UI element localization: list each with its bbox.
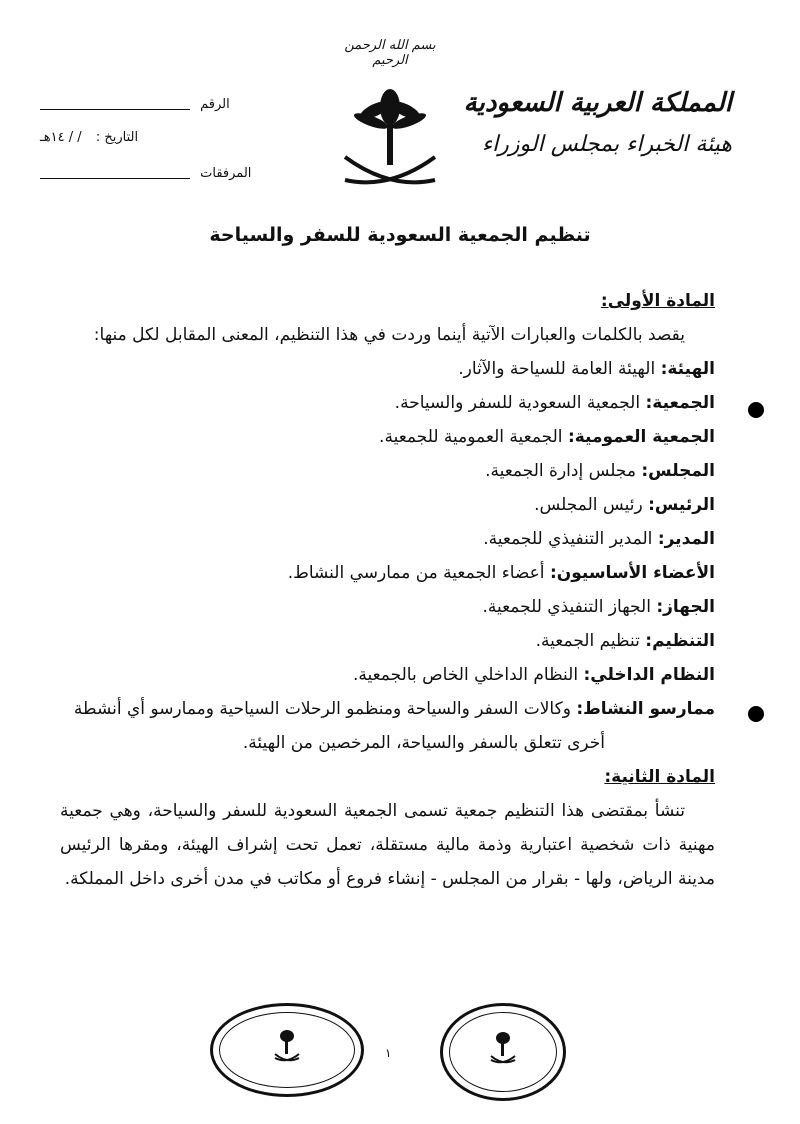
definition-text: المدير التنفيذي للجمعية. xyxy=(483,529,653,549)
definition-item xyxy=(60,522,715,556)
article2-heading: المادة الثانية: xyxy=(604,767,715,787)
definition-term: الجمعية: xyxy=(645,393,715,413)
definition-continuation: أخرى تتعلق بالسفر والسياحة، المرخصين من الهيئة. xyxy=(242,733,605,753)
definition-text: الجهاز التنفيذي للجمعية. xyxy=(482,597,651,617)
definition-term: الجمعية العمومية: xyxy=(567,427,715,447)
reference-line xyxy=(40,99,190,110)
page-number: ١ xyxy=(385,1046,392,1060)
definition-term: النظام الداخلي: xyxy=(583,665,715,685)
seal-emblem-icon xyxy=(273,1028,301,1064)
document-body xyxy=(60,284,715,896)
article1-intro: يقصد بالكلمات والعبارات الآتية أينما وردت في هذا التنظيم، المعنى المقابل لكل منها: xyxy=(93,325,685,345)
definition-term: الرئيس: xyxy=(648,495,715,515)
date-value: / / ١٤هـ xyxy=(40,130,82,145)
definition-item xyxy=(60,488,715,522)
definition-text: الجمعية السعودية للسفر والسياحة. xyxy=(394,393,641,413)
definition-text: الهيئة العامة للسياحة والآثار. xyxy=(458,359,656,379)
reference-label: الرقم xyxy=(200,97,230,112)
date-label: التاريخ : xyxy=(95,130,139,145)
definition-item xyxy=(60,624,715,658)
definition-item xyxy=(60,352,715,386)
stamp-seal xyxy=(440,1003,566,1101)
definition-term: المدير: xyxy=(657,529,715,549)
attachments-field xyxy=(40,166,251,181)
definition-term: الأعضاء الأساسيون: xyxy=(549,563,715,583)
definition-term: الهيئة: xyxy=(660,359,715,379)
definition-item xyxy=(60,386,715,420)
attachments-line xyxy=(40,168,190,179)
definition-item xyxy=(60,420,715,454)
definition-text: رئيس المجلس. xyxy=(534,495,643,515)
definition-item xyxy=(60,590,715,624)
date-field xyxy=(40,130,138,145)
definition-text: النظام الداخلي الخاص بالجمعية. xyxy=(352,665,579,685)
definition-text: الجمعية العمومية للجمعية. xyxy=(379,427,563,447)
stamp-seal xyxy=(210,1003,364,1097)
seal-emblem-icon xyxy=(489,1030,517,1066)
document-title: تنظيم الجمعية السعودية للسفر والسياحة xyxy=(209,224,591,246)
definition-term: المجلس: xyxy=(641,461,715,481)
definition-term: ممارسو النشاط: xyxy=(576,699,715,719)
reference-field xyxy=(40,97,230,112)
definition-item xyxy=(60,454,715,488)
definition-text: أعضاء الجمعية من ممارسي النشاط. xyxy=(287,563,545,583)
definition-text: مجلس إدارة الجمعية. xyxy=(485,461,636,481)
definition-item xyxy=(60,556,715,590)
definition-item xyxy=(60,658,715,692)
basmala: بسم الله الرحمن الرحيم xyxy=(344,38,436,68)
margin-bullet xyxy=(748,402,764,418)
authority-name: هيئة الخبراء بمجلس الوزراء xyxy=(481,132,732,157)
article2-text: تنشأ بمقتضى هذا التنظيم جمعية تسمى الجمعية السعودية للسفر والسياحة، وهي جمعية مهنية ذات شخصية اعتبارية وذمة مالية مستقلة، تعمل تحت إشراف الهيئة، ومقرها الرئيس مدينة الرياض، ولها - بقرار من المجلس - إنشاء فروع أو مكاتب في مدن أخرى داخل المملكة. xyxy=(60,801,715,889)
attachments-label: المرفقات xyxy=(200,166,252,181)
kingdom-name: المملكة العربية السعودية xyxy=(463,88,732,118)
definition-text: وكالات السفر والسياحة ومنظمو الرحلات السياحية وممارسو أي أنشطة xyxy=(73,699,571,719)
article1-heading: المادة الأولى: xyxy=(600,291,715,311)
palm-swords-emblem xyxy=(335,85,445,200)
definition-term: الجهاز: xyxy=(656,597,715,617)
margin-bullet xyxy=(748,706,764,722)
definition-term: التنظيم: xyxy=(645,631,715,651)
definition-item-practitioners xyxy=(60,692,715,726)
definition-text: تنظيم الجمعية. xyxy=(535,631,640,651)
